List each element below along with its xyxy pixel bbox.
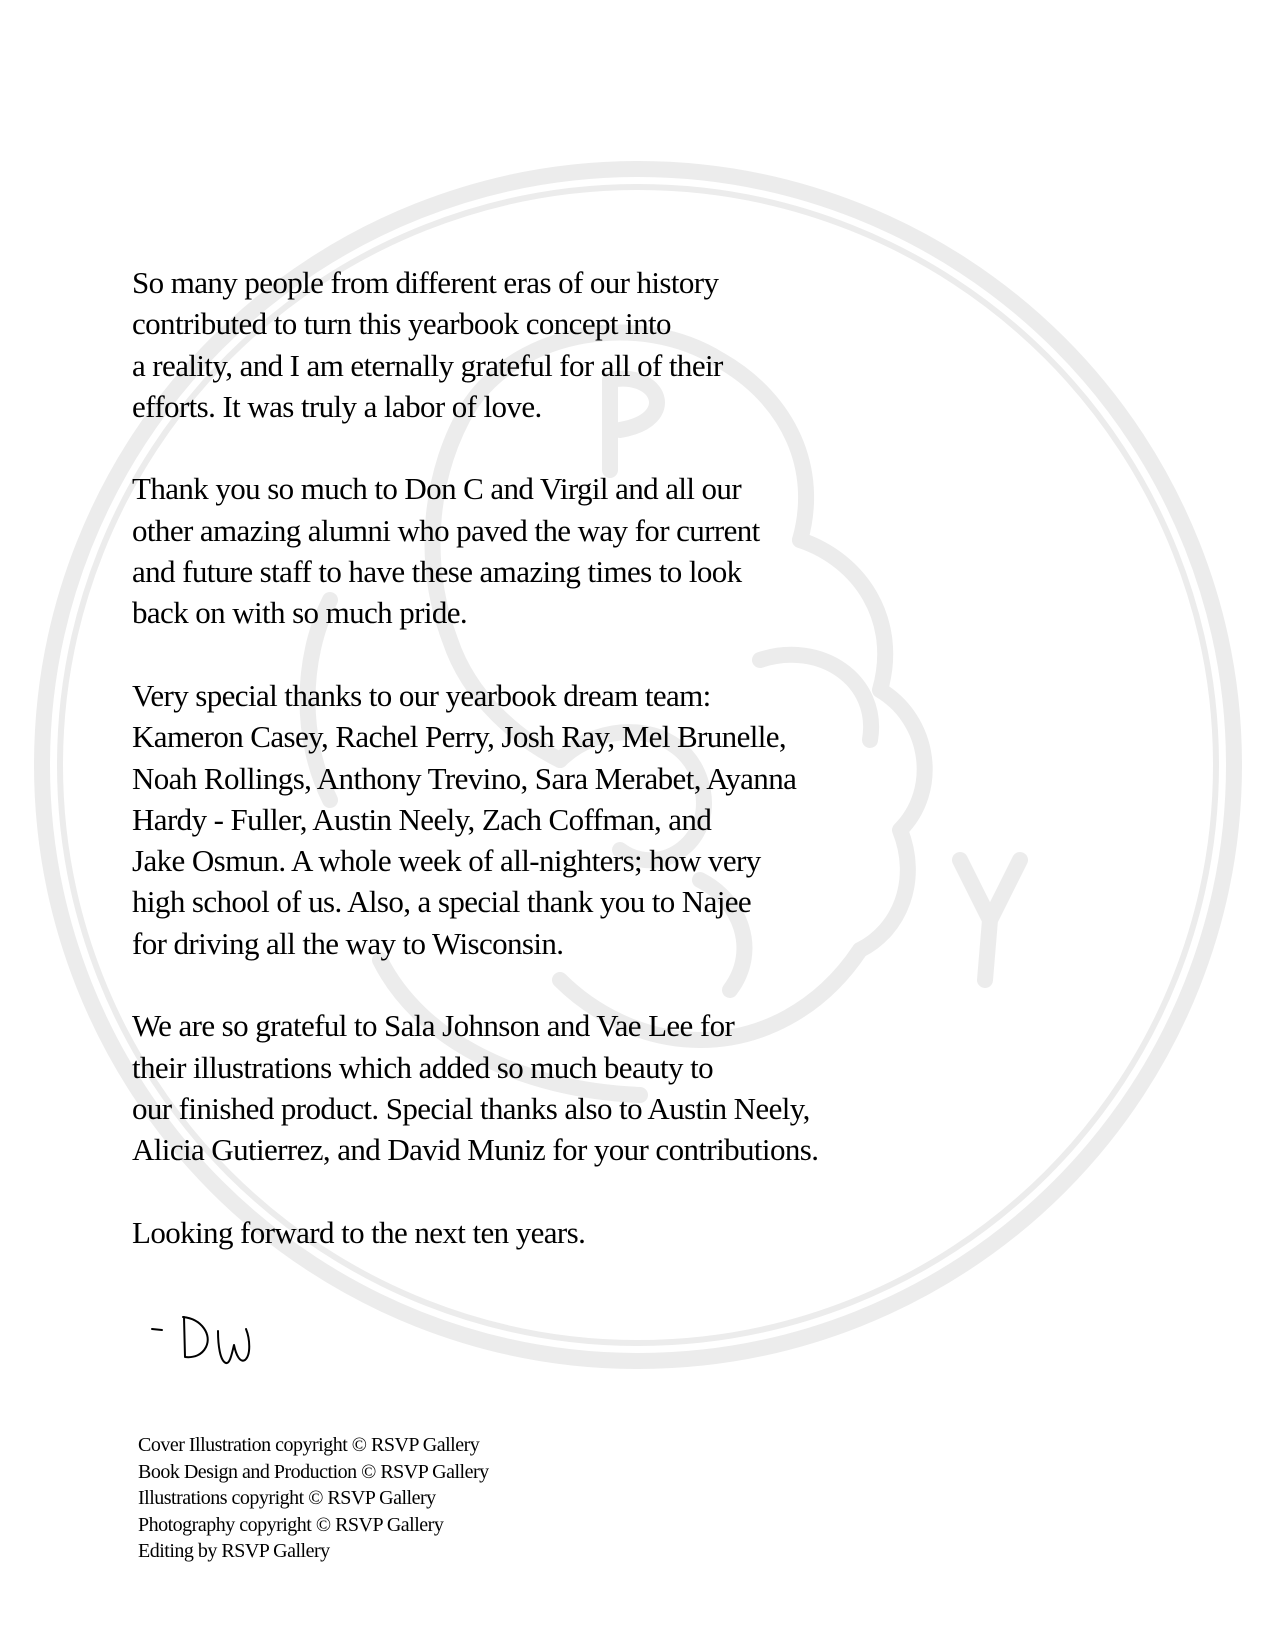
letter-paragraph — [132, 262, 962, 427]
letter-line: contributed to turn this yearbook concept into — [132, 306, 671, 342]
letter-line: Alicia Gutierrez, and David Muniz for your contributions. — [132, 1132, 819, 1168]
letter-line: Kameron Casey, Rachel Perry, Josh Ray, Mel Brunelle, — [132, 719, 787, 755]
handwritten-signature — [150, 1303, 270, 1373]
letter-closing-line: Looking forward to the next ten years. — [132, 1214, 586, 1250]
letter-paragraph — [132, 468, 962, 633]
signature-dash — [152, 1329, 162, 1330]
credit-editing: Editing by RSVP Gallery — [138, 1540, 330, 1562]
watermark-letter-y — [960, 860, 1020, 980]
letter-line: back on with so much pride. — [132, 595, 468, 631]
letter-line: Hardy - Fuller, Austin Neely, Zach Coffman, and — [132, 801, 712, 837]
credit-photography: Photography copyright © RSVP Gallery — [138, 1513, 444, 1536]
letter-paragraph — [132, 675, 962, 964]
letter-line: Noah Rollings, Anthony Trevino, Sara Merabet, Ayanna — [132, 760, 797, 796]
credit-book-design: Book Design and Production © RSVP Gallery — [138, 1460, 489, 1483]
letter-line: Thank you so much to Don C and Virgil and all our — [132, 471, 742, 507]
signature-letter-d — [183, 1317, 208, 1357]
letter-line: We are so grateful to Sala Johnson and Vae Lee for — [132, 1008, 735, 1044]
letter-line: for driving all the way to Wisconsin. — [132, 925, 564, 961]
letter-line: our finished product. Special thanks also to Austin Neely, — [132, 1090, 810, 1126]
letter-line: Jake Osmun. A whole week of all-nighters; how very — [132, 843, 761, 879]
credit-cover-illustration: Cover Illustration copyright © RSVP Gallery — [138, 1434, 480, 1456]
letter-line: efforts. It was truly a labor of love. — [132, 388, 542, 424]
signature-letter-w — [218, 1329, 249, 1363]
letter-paragraph — [132, 1212, 962, 1253]
letter-line: their illustrations which added so much beauty to — [132, 1049, 714, 1085]
letter-line: other amazing alumni who paved the way for current — [132, 512, 760, 548]
letter-line: Very special thanks to our yearbook dream team: — [132, 677, 711, 713]
credits-block — [138, 1432, 658, 1565]
letter-line: So many people from different eras of our history — [132, 265, 719, 300]
letter-body — [132, 262, 962, 1294]
letter-line: and future staff to have these amazing times to look — [132, 554, 742, 590]
letter-line: a reality, and I am eternally grateful for all of their — [132, 347, 723, 383]
letter-paragraph — [132, 1005, 962, 1170]
letter-line: high school of us. Also, a special thank you to Najee — [132, 884, 752, 920]
credit-illustrations: Illustrations copyright © RSVP Gallery — [138, 1487, 436, 1509]
